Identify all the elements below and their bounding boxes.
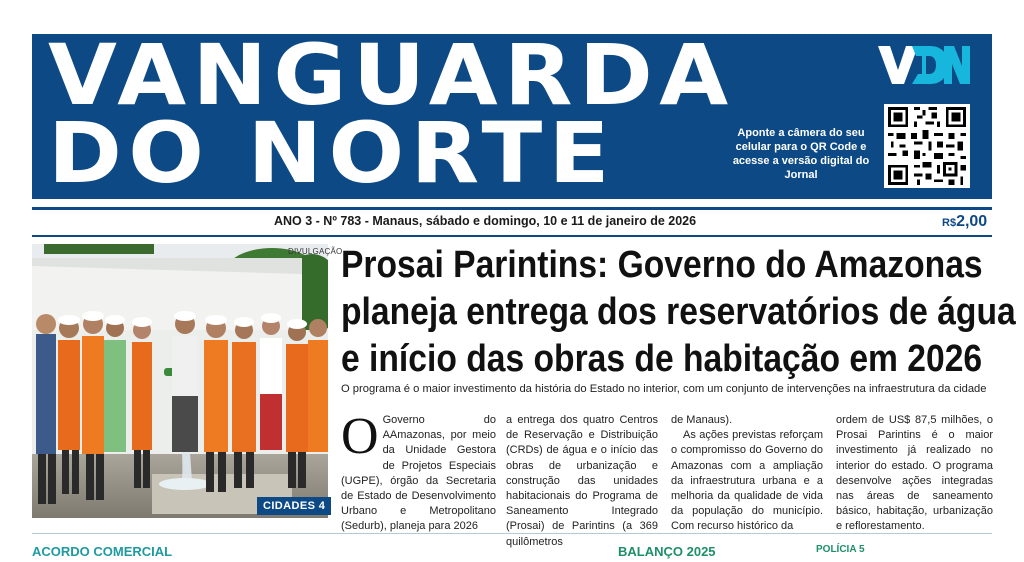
- article-column-3: [671, 413, 823, 535]
- qr-prompt: Aponte a câmera do seu celular para o QR Code e acesse a versão digital do Jornal: [732, 127, 870, 181]
- column-3-paragraph-2: As ações previstas reforçam o compromisso do Governo do Amazonas com a ampliação da infraestrutura urbana e a melhoria da qualidade de vida da população do município. Com recurso histórico da: [671, 429, 823, 533]
- price: [942, 213, 987, 231]
- article-column-2: a entrega dos quatro Centros de Reservação e Distribuição (CRDs) de água e o início das obras de urbanização e construção das unidades habitacionais do Programa de Saneamento Integrado (Prosai) de Parintins (a 369 quilômetros: [506, 414, 658, 548]
- dateline-top-rule: [32, 207, 992, 210]
- article-column-4: ordem de US$ 87,5 milhões, o Prosai Parintins é o maior investimento já realizado no interior do estado. O programa desenvolve ações integradas nas áreas de saneamento básico, habitação, urbanização e reflorestamento.: [836, 414, 993, 533]
- footer-rule: [32, 533, 992, 534]
- title-line-1: VANGUARDA: [48, 34, 735, 124]
- masthead: [32, 34, 992, 199]
- section-tag-cidades[interactable]: CIDADES 4: [257, 497, 331, 515]
- footer-teaser-policia[interactable]: POLÍCIA 5: [816, 544, 865, 555]
- article-column-1: [341, 408, 496, 535]
- dateline: ANO 3 - Nº 783 - Manaus, sábado e domingo, 10 e 11 de janeiro de 2026: [274, 214, 697, 228]
- newspaper-title: [48, 34, 735, 199]
- title-line-2: DO NORTE: [48, 104, 616, 199]
- footer-teaser-acordo-comercial[interactable]: ACORDO COMERCIAL: [32, 544, 173, 559]
- qr-code-icon[interactable]: [884, 104, 970, 188]
- column-1-text: Governo do AAmazonas, por meio da Unidade Gestora de Projetos Especiais (UGPE), órgão da Secretaria de Estado de Desenvolvimento Urbano e Metropolitano (Sedurb), planeja para 2026: [341, 414, 496, 533]
- vdn-logo-icon: [878, 44, 970, 86]
- price-currency: R$: [942, 217, 957, 229]
- lead-photo[interactable]: [32, 244, 328, 518]
- headline[interactable]: [341, 242, 1016, 383]
- headline-line-1: Prosai Parintins: Governo do Amazonas: [341, 244, 983, 286]
- dateline-bottom-rule: [32, 235, 992, 237]
- drop-cap: O: [341, 408, 379, 465]
- headline-line-2: planeja entrega dos reservatórios de água: [341, 291, 1016, 333]
- headline-line-3: e início das obras de habitação em 2026: [341, 338, 983, 380]
- subhead: O programa é o maior investimento da história do Estado no interior, com um conjunto de intervenções na infraestrutura da cidade: [341, 383, 987, 395]
- column-3-paragraph-1: de Manaus).: [671, 414, 733, 426]
- photo-credit: DIVULGAÇÃO: [288, 247, 343, 256]
- price-value: 2,00: [956, 213, 988, 230]
- footer-teaser-balanco[interactable]: BALANÇO 2025: [618, 544, 716, 559]
